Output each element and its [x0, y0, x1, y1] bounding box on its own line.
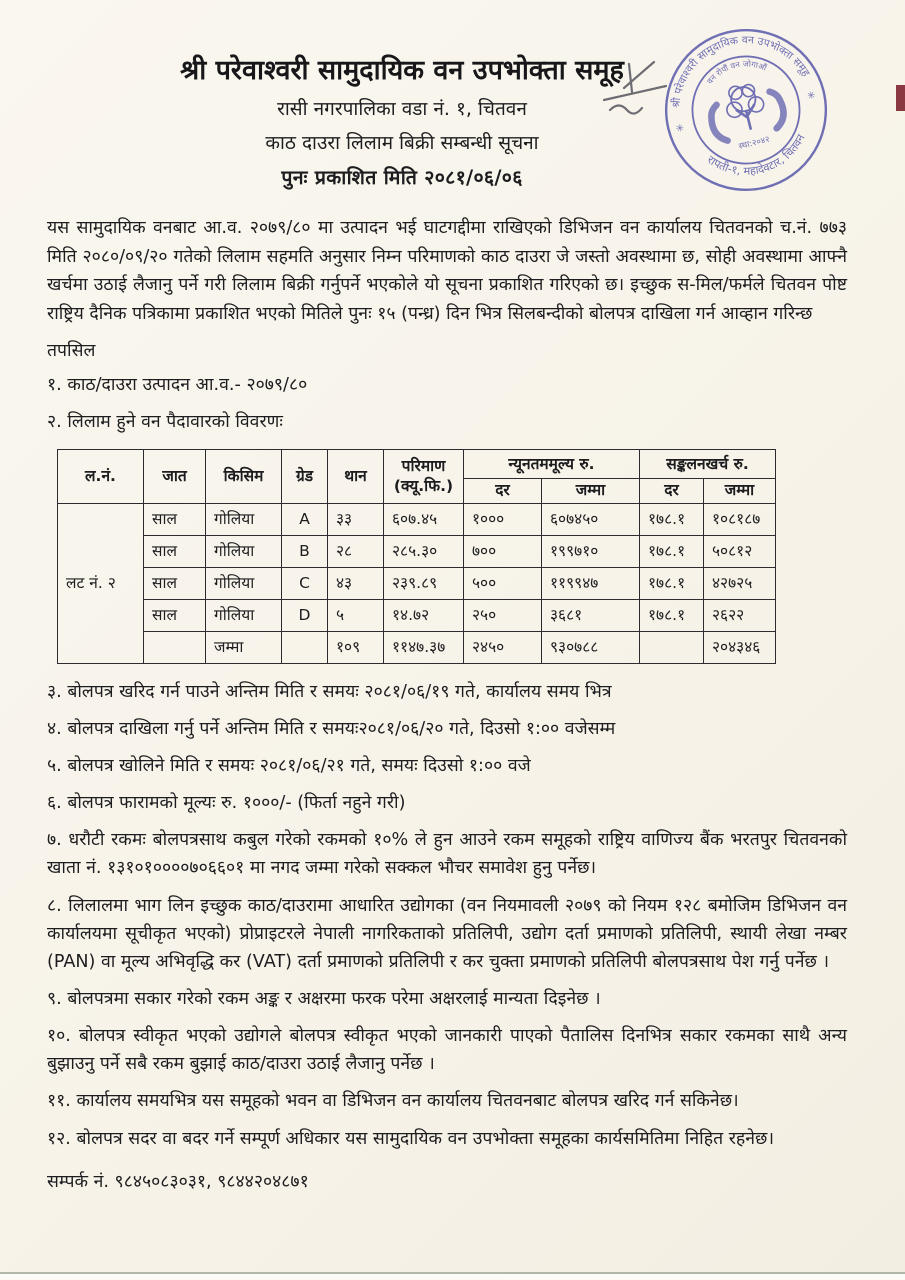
- auction-details-table: [57, 449, 776, 663]
- stamp-arc-top-text: श्री परेवाश्वरी सामुदायिक वन उपभोक्ता समूह: [669, 33, 813, 109]
- cell-grade: D: [282, 599, 328, 631]
- total-label-cell: जम्मा: [206, 631, 282, 663]
- total-col-rate-empty: [640, 631, 704, 663]
- total-min-total: ९३०७८८: [542, 631, 640, 663]
- table-total-row: [58, 631, 776, 663]
- stamp-star-right: ✳: [806, 89, 817, 103]
- cell-type: गोलिया: [206, 567, 282, 599]
- list-item-8: ८. लिलालमा भाग लिन इच्छुक काठ/दाउरामा आधारित उद्योगका (वन नियमावली २०७९ को नियम १२८ बमोजिम डिभिजन वन कार्यालयमा सूचीकृत भएको) प्रोप्राइटरले नेपाली नागरिकताको प्रतिलिपी, उद्योग दर्ता प्रमाणको प्रतिलिपी, स्थायी लेखा नम्बर (PAN) वा मूल्य अभिवृद्धि कर (VAT) दर्ता प्रमाणको प्रतिलिपी र कर चुक्ता प्रमाणको प्रतिलिपी बोलपत्रसाथ पेश गर्नु पर्नेछ ।: [47, 895, 847, 972]
- cell-pieces: ४३: [328, 567, 384, 599]
- stamp-star-left: ✳: [674, 122, 686, 136]
- cell-grade: B: [282, 535, 328, 567]
- org-name: श्री परेवाश्वरी सामुदायिक वन उपभोक्ता समूह: [180, 55, 624, 86]
- total-min-rate: २४५०: [464, 631, 542, 663]
- cell-col-total: १०८१८७: [704, 503, 776, 535]
- cell-quantity: १४.७२: [384, 599, 464, 631]
- cell-species: साल: [144, 503, 206, 535]
- cell-type: गोलिया: [206, 503, 282, 535]
- list-item-7: ७. धरौटी रकमः बोलपत्रसाथ कबुल गरेको रकमको १०% ले हुन आउने रकम समूहको राष्ट्रिय वाणिज्य बैंक भरतपुर चितवनको खाता नं. १३१०१००००७०६६०१ मा नगद जम्मा गरेको सक्कल भौचर समावेश हुनु पर्नेछ।: [47, 830, 847, 879]
- subject-line: काठ दाउरा लिलाम बिक्री सम्बन्धी सूचना: [265, 131, 539, 154]
- contact-line: सम्पर्क नं. ९८४५०८३०३१, ९८४४२०४८७१: [47, 1171, 309, 1192]
- col-header-min-price-group: न्यूनतममूल्य रु.: [464, 450, 640, 479]
- total-quantity: ११४७.३७: [384, 631, 464, 663]
- cell-species-empty: [144, 631, 206, 663]
- quantity-header-line1: परिमाण: [401, 457, 446, 476]
- document-content: [47, 54, 847, 1193]
- stamp-established-text: स्था:२०४२: [737, 134, 771, 153]
- quantity-header-line2: (क्यू.फि.): [393, 476, 454, 495]
- list-item-9: ९. बोलपत्रमा सकार गरेको रकम अङ्क र अक्षरमा फरक परेमा अक्षरलाई मान्यता दिइनेछ ।: [47, 989, 601, 1010]
- list-item-1: १. काठ/दाउरा उत्पादन आ.व.- २०७९/८०: [47, 375, 308, 396]
- cell-min-total: ६०७४५०: [542, 503, 640, 535]
- cell-quantity: २३९.८९: [384, 567, 464, 599]
- col-header-min-total: जम्मा: [542, 479, 640, 503]
- table-row: [58, 503, 776, 535]
- cell-type: गोलिया: [206, 535, 282, 567]
- cell-grade: C: [282, 567, 328, 599]
- col-header-grade: ग्रेड: [282, 450, 328, 503]
- col-header-col-total: जम्मा: [704, 479, 776, 503]
- total-pieces: १०९: [328, 631, 384, 663]
- cell-grade-empty: [282, 631, 328, 663]
- table-row: [58, 535, 776, 567]
- cell-col-rate: १७८.१: [640, 503, 704, 535]
- stamp-arc-bottom-text: रापती-१, महादेवटार, चितवन: [704, 132, 808, 178]
- cell-min-rate: २५०: [464, 599, 542, 631]
- scan-bottom-edge-line: [0, 1272, 905, 1274]
- cell-species: साल: [144, 535, 206, 567]
- col-header-species: जात: [144, 450, 206, 503]
- cell-min-total: ३६८१: [542, 599, 640, 631]
- address-line: रासी नगरपालिका वडा नं. १, चितवन: [277, 97, 527, 120]
- cell-min-rate: ७००: [464, 535, 542, 567]
- col-header-type: किसिम: [206, 450, 282, 503]
- stamp-slogan-text: वन रोपौं वन जोगाऔं: [704, 58, 769, 86]
- lot-label-cell: लट नं. २: [58, 503, 144, 663]
- list-item-11: ११. कार्यालय समयभित्र यस समूहको भवन वा डिभिजन वन कार्यालय चितवनबाट बोलपत्र खरिद गर्न सकिनेछ।: [47, 1091, 739, 1112]
- cell-min-total: १९९७१०: [542, 535, 640, 567]
- cell-col-total: २६२२: [704, 599, 776, 631]
- cell-species: साल: [144, 567, 206, 599]
- cell-col-rate: १७८.१: [640, 567, 704, 599]
- col-header-col-rate: दर: [640, 479, 704, 503]
- stamp-tree-icon: [705, 76, 788, 143]
- col-header-min-rate: दर: [464, 479, 542, 503]
- col-header-collection-group: सङ्कलनखर्च रु.: [640, 450, 776, 479]
- scan-edge-artifact: [896, 85, 905, 111]
- list-item-2: २. लिलाम हुने वन पैदावारको विवरणः: [47, 412, 283, 433]
- republish-date-line: पुनः प्रकाशित मिति २०८१/०६/०६: [281, 165, 523, 189]
- list-item-4: ४. बोलपत्र दाखिला गर्नु पर्ने अन्तिम मिति र समयः२०८१/०६/२० गते, दिउसो १:०० वजेसम्म: [47, 718, 616, 739]
- cell-min-total: ११९९४७: [542, 567, 640, 599]
- col-header-pieces: थान: [328, 450, 384, 503]
- table-row: [58, 599, 776, 631]
- cell-pieces: ५: [328, 599, 384, 631]
- cell-type: गोलिया: [206, 599, 282, 631]
- cell-col-total: ४२७२५: [704, 567, 776, 599]
- col-header-sn: ल.नं.: [58, 450, 144, 503]
- list-item-5: ५. बोलपत्र खोलिने मिति र समयः २०८१/०६/२१ गते, समयः दिउसो १:०० वजे: [47, 756, 531, 777]
- cell-min-rate: १०००: [464, 503, 542, 535]
- cell-grade: A: [282, 503, 328, 535]
- scan-bottom-strip: [0, 1274, 905, 1280]
- cell-pieces: ३३: [328, 503, 384, 535]
- intro-paragraph: यस सामुदायिक वनबाट आ.व. २०७९/८० मा उत्पादन भई घाटगद्दीमा राखिएको डिभिजन वन कार्यालय चितवनको च.नं. ७७३ मिति २०८०/०९/२० गतेको लिलाम सहमति अनुसार निम्न परिमाणको काठ दाउरा जे जस्तो अवस्थामा छ, सोही अवस्थामा आफ्नै खर्चमा उठाई लैजानु पर्ने गरी लिलाम बिक्री गर्नुपर्ने भएकोले यो सूचना प्रकाशित गरिएको छ। इच्छुक स-मिल/फर्मले चितवन पोष्ट राष्ट्रिय दैनिक पत्रिकामा प्रकाशित भएको मितिले पुनः १५ (पन्ध्र) दिन भित्र सिलबन्दीको बोलपत्र दाखिला गर्न आव्हान गरिन्छ: [47, 217, 847, 325]
- tapasil-label: तपसिल: [47, 341, 96, 362]
- cell-col-rate: १७८.१: [640, 535, 704, 567]
- cell-species: साल: [144, 599, 206, 631]
- total-col-total: २०४३४६: [704, 631, 776, 663]
- cell-col-total: ५०८१२: [704, 535, 776, 567]
- list-item-12: १२. बोलपत्र सदर वा बदर गर्ने सम्पूर्ण अधिकार यस सामुदायिक वन उपभोक्ता समूहका कार्यसमितिमा निहित रहनेछ।: [47, 1128, 774, 1149]
- cell-col-rate: १७८.१: [640, 599, 704, 631]
- cell-quantity: ६०७.४५: [384, 503, 464, 535]
- handwritten-initials: [596, 56, 688, 144]
- cell-min-rate: ५००: [464, 567, 542, 599]
- cell-quantity: २८५.३०: [384, 535, 464, 567]
- list-item-10: १०. बोलपत्र स्वीकृत भएको उद्योगले बोलपत्र स्वीकृत भएको जानकारी पाएको पैतालिस दिनभित्र सकार रकमका साथै अन्य बुझाउनु पर्ने सबै रकम बुझाई काठ/दाउरा उठाई लैजानु पर्नेछ ।: [47, 1026, 847, 1075]
- list-item-6: ६. बोलपत्र फारामको मूल्यः रु. १०००/- (फिर्ता नहुने गरी): [47, 793, 406, 814]
- list-item-3: ३. बोलपत्र खरिद गर्न पाउने अन्तिम मिति र समयः २०८१/०६/१९ गते, कार्यालय समय भित्र: [47, 681, 612, 702]
- cell-pieces: २८: [328, 535, 384, 567]
- col-header-quantity: [384, 450, 464, 503]
- table-row: [58, 567, 776, 599]
